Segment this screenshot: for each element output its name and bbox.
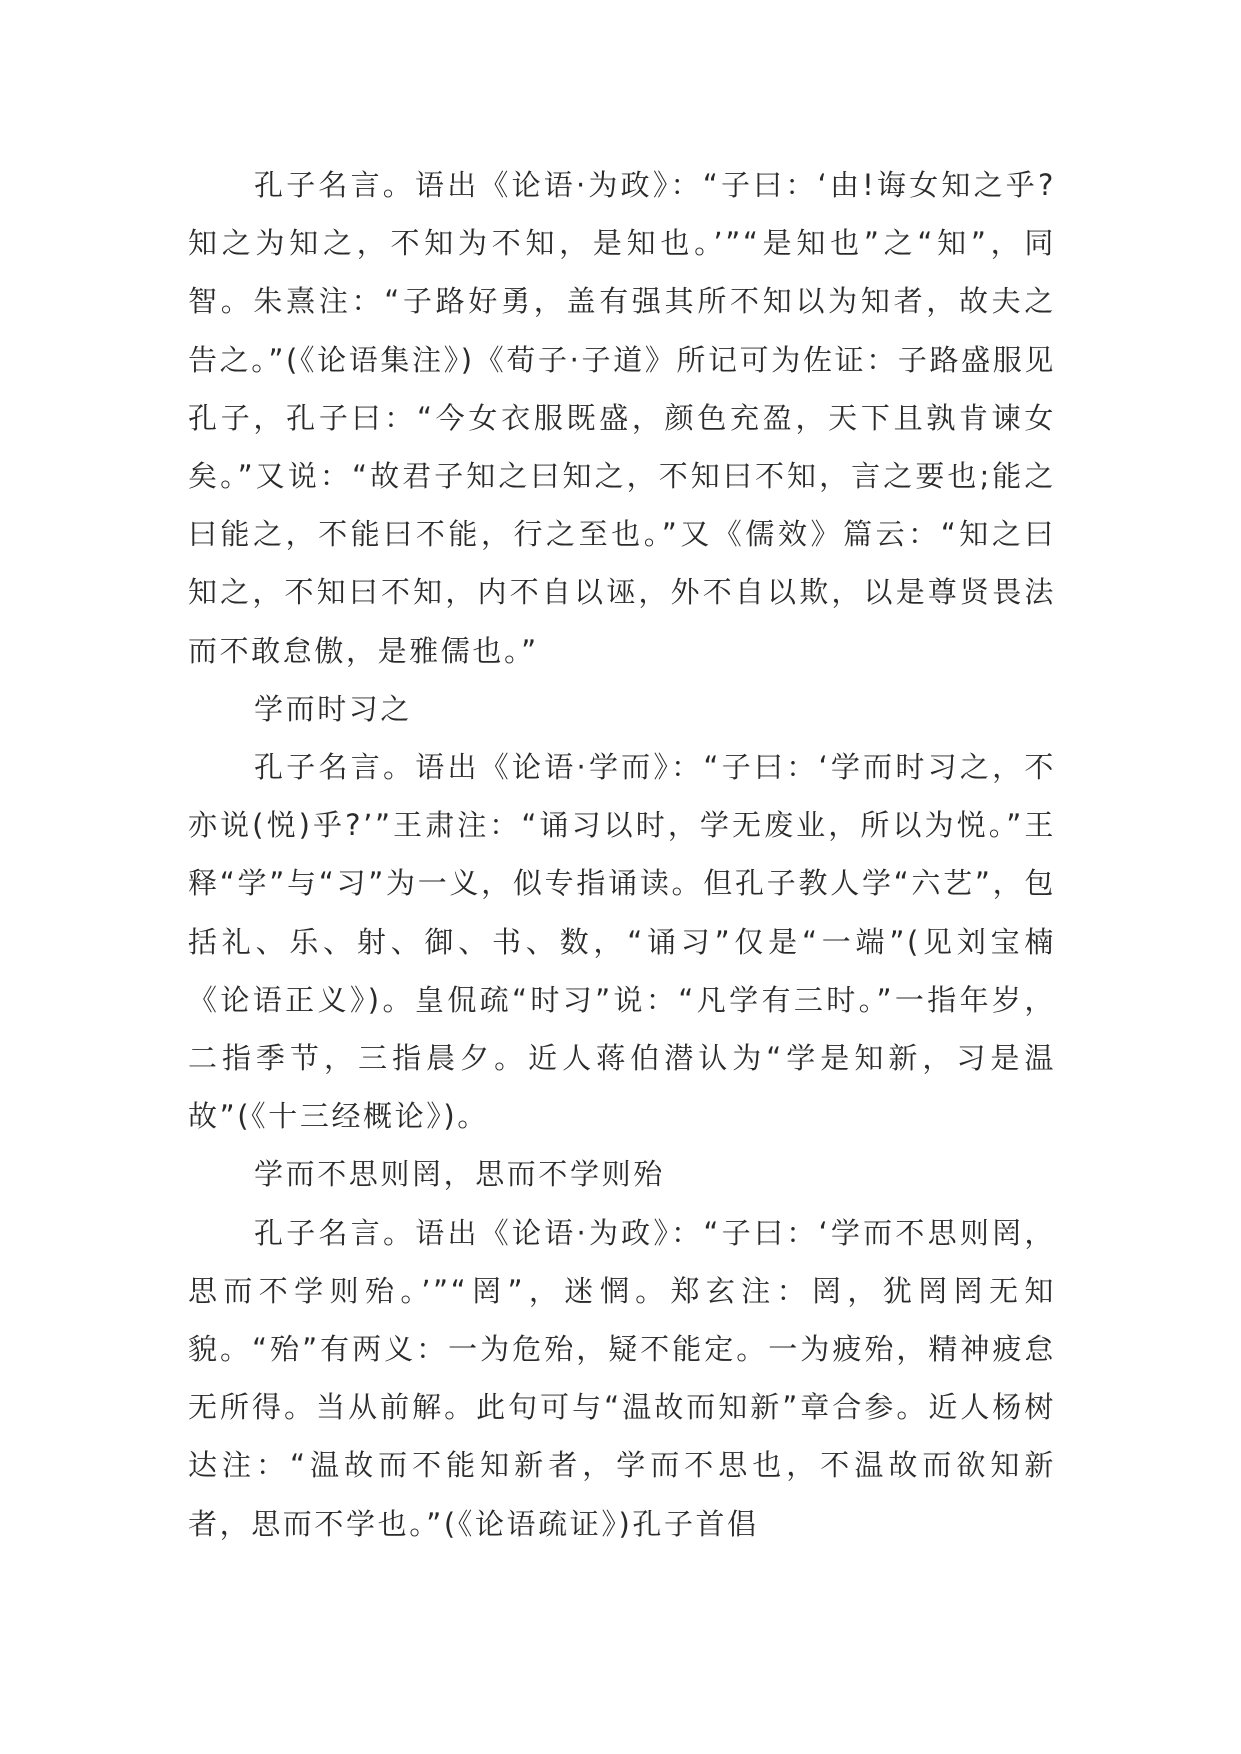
heading-xueerbusizewang: 学而不思则罔，思而不学则殆	[254, 1157, 665, 1192]
document-page	[188, 156, 1056, 1553]
paragraph-zhizhiweizhizhi: 孔子名言。语出《论语·为政》：“子曰：‘由!诲女知之乎?知之为知之，不知为不知，是知也。’”“是知也”之“知”，同智。朱熹注：“子路好勇，盖有强其所不知以为知者，故夫之告之。”(《论语集注》)《荀子·子道》所记可为佐证：子路盛服见孔子，孔子曰：“今女衣服既盛，颜色充盈，天下且孰肯谏女矣。”又说：“故君子知之曰知之，不知曰不知，言之要也;能之曰能之，不能曰不能，行之至也。”又《儒效》篇云：“知之曰知之，不知曰不知，内不自以诬，外不自以欺，以是尊贤畏法而不敢怠傲，是雅儒也。”	[188, 168, 1056, 668]
heading-xueershixizhi: 学而时习之	[254, 691, 413, 726]
paragraph-xueershixizhi: 孔子名言。语出《论语·学而》：“子曰：‘学而时习之，不亦说(悦)乎?’”王肃注：“诵习以时，学无废业，所以为悦。”王释“学”与“习”为一义，似专指诵读。但孔子教人学“六艺”，包括礼、乐、射、御、书、数，“诵习”仅是“一端”(见刘宝楠《论语正义》)。皇侃疏“时习”说：“凡学有三时。”一指年岁，二指季节，三指晨夕。近人蒋伯潜认为“学是知新，习是温故”(《十三经概论》)。	[188, 750, 1056, 1134]
paragraph-xueerbusizewang: 孔子名言。语出《论语·为政》：“子曰：‘学而不思则罔，思而不学则殆。’”“罔”，迷惘。郑玄注：罔，犹罔罔无知貌。“殆”有两义：一为危殆，疑不能定。一为疲殆，精神疲怠无所得。当从前解。此句可与“温故而知新”章合参。近人杨树达注：“温故而不能知新者，学而不思也，不温故而欲知新者，思而不学也。”(《论语疏证》)孔子首倡	[188, 1215, 1056, 1541]
